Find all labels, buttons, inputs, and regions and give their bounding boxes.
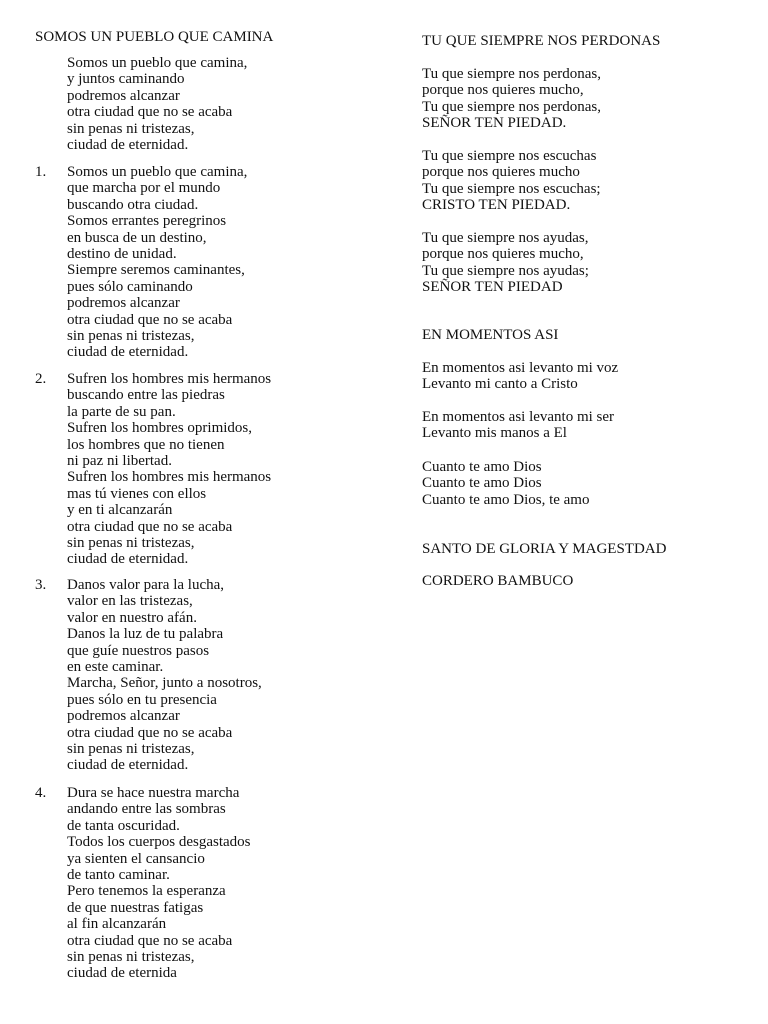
verse-line: la parte de su pan. (67, 403, 176, 420)
song-title-cordero-bambuco: CORDERO BAMBUCO (422, 573, 574, 589)
verse-line: y en ti alcanzarán (67, 502, 173, 519)
verse-line: Sufren los hombres mis hermanos (67, 371, 272, 387)
verse-number: 4. (35, 785, 47, 801)
verse-line: destino de unidad. (67, 246, 177, 263)
verse-line: ciudad de eternida (67, 965, 177, 982)
verse-line: pues sólo caminando (67, 278, 193, 295)
stanza-line: Tu que siempre nos perdonas, (422, 98, 602, 115)
stanza-line: porque nos quieres mucho (422, 164, 580, 181)
verse-line: buscando otra ciudad. (67, 196, 199, 213)
verse-line: ciudad de eternidad. (67, 344, 189, 361)
verse-line: Marcha, Señor, junto a nosotros, (67, 675, 262, 692)
stanza (422, 66, 601, 132)
stanza (422, 148, 601, 214)
verse-line: Danos la luz de tu palabra (67, 626, 224, 643)
verse-line: sin penas ni tristezas, (67, 328, 195, 345)
verse-body (67, 785, 251, 982)
refrain-line: Somos un pueblo que camina, (67, 55, 248, 71)
stanza (422, 409, 614, 442)
stanza (422, 230, 589, 296)
stanza-line: Tu que siempre nos ayudas, (422, 230, 589, 246)
verse-line: buscando entre las piedras (67, 387, 225, 404)
verse-line: de que nuestras fatigas (67, 899, 204, 916)
verse-line: podremos alcanzar (67, 295, 180, 312)
stanza-line: SEÑOR TEN PIEDAD. (422, 115, 567, 132)
verse-line: otra ciudad que no se acaba (67, 724, 233, 741)
song-title-santo-de-gloria: SANTO DE GLORIA Y MAGESTDAD (422, 541, 667, 557)
verse-line: en este caminar. (67, 659, 164, 676)
song-title-tu-que-siempre: TU QUE SIEMPRE NOS PERDONAS (422, 33, 661, 49)
verse-line: Siempre seremos caminantes, (67, 262, 245, 279)
verse-line: otra ciudad que no se acaba (67, 311, 233, 328)
verse-line: al fin alcanzarán (67, 916, 167, 933)
verse-line: otra ciudad que no se acaba (67, 518, 233, 535)
refrain-line: y juntos caminando (67, 71, 185, 88)
verse-line: sin penas ni tristezas, (67, 741, 195, 758)
song-title-somos-un-pueblo: SOMOS UN PUEBLO QUE CAMINA (35, 29, 274, 45)
song-title-en-momentos-asi: EN MOMENTOS ASI (422, 327, 559, 343)
verse-line: Somos un pueblo que camina, (67, 164, 248, 180)
verse-line: los hombres que no tienen (67, 436, 225, 453)
verse-line: ni paz ni libertad. (67, 453, 172, 470)
verse-line: ciudad de eternidad. (67, 551, 189, 568)
refrain-line: ciudad de eternidad. (67, 137, 189, 154)
verse-number: 1. (35, 164, 47, 180)
stanza-line: Tu que siempre nos perdonas, (422, 66, 602, 82)
stanza-line: porque nos quieres mucho, (422, 82, 584, 99)
stanza-line: Cuanto te amo Dios, te amo (422, 491, 590, 508)
verse-body (67, 371, 271, 568)
verse-line: pues sólo en tu presencia (67, 691, 217, 708)
refrain-line: sin penas ni tristezas, (67, 120, 195, 137)
stanza (422, 360, 618, 393)
stanza-line: En momentos asi levanto mi ser (422, 409, 615, 425)
stanza-line: Levanto mis manos a El (422, 425, 567, 442)
verse-line: Danos valor para la lucha, (67, 577, 225, 593)
verse-line: valor en las tristezas, (67, 593, 193, 610)
verse-line: Pero tenemos la esperanza (67, 883, 226, 900)
stanza-line: Levanto mi canto a Cristo (422, 376, 578, 393)
verse-line: sin penas ni tristezas, (67, 949, 195, 966)
refrain-line: podremos alcanzar (67, 87, 180, 104)
verse-line: Sufren los hombres oprimidos, (67, 420, 252, 437)
refrain (67, 55, 247, 153)
verse-line: sin penas ni tristezas, (67, 535, 195, 552)
verse-line: Dura se hace nuestra marcha (67, 785, 240, 801)
stanza-line: Cuanto te amo Dios (422, 459, 542, 475)
stanza-line: Tu que siempre nos ayudas; (422, 262, 589, 279)
verse-line: podremos alcanzar (67, 708, 180, 725)
verse-line: en busca de un destino, (67, 229, 207, 246)
stanza-line: Cuanto te amo Dios (422, 475, 542, 492)
verse-number: 2. (35, 371, 47, 387)
verse-body (67, 577, 262, 774)
stanza-line: Tu que siempre nos escuchas (422, 148, 597, 164)
verse-line: andando entre las sombras (67, 801, 226, 818)
stanza-line: Tu que siempre nos escuchas; (422, 180, 601, 197)
stanza-line: CRISTO TEN PIEDAD. (422, 197, 571, 214)
verse-line: otra ciudad que no se acaba (67, 932, 233, 949)
verse-line: que marcha por el mundo (67, 180, 221, 197)
stanza-line: En momentos asi levanto mi voz (422, 360, 619, 376)
verse-line: ciudad de eternidad. (67, 757, 189, 774)
verse-line: Somos errantes peregrinos (67, 213, 227, 230)
verse-line: ya sienten el cansancio (67, 850, 205, 867)
refrain-line: otra ciudad que no se acaba (67, 104, 233, 121)
verse-line: de tanto caminar. (67, 867, 170, 884)
verse-line: Todos los cuerpos desgastados (67, 834, 251, 851)
stanza (422, 459, 589, 508)
stanza-line: porque nos quieres mucho, (422, 246, 584, 263)
verse-number: 3. (35, 577, 47, 593)
verse-line: mas tú vienes con ellos (67, 485, 207, 502)
stanza-line: SEÑOR TEN PIEDAD (422, 279, 563, 296)
verse-line: de tanta oscuridad. (67, 817, 180, 834)
verse-line: Sufren los hombres mis hermanos (67, 469, 272, 486)
verse-line: que guíe nuestros pasos (67, 642, 210, 659)
verse-body (67, 164, 247, 361)
verse-line: valor en nuestro afán. (67, 609, 197, 626)
